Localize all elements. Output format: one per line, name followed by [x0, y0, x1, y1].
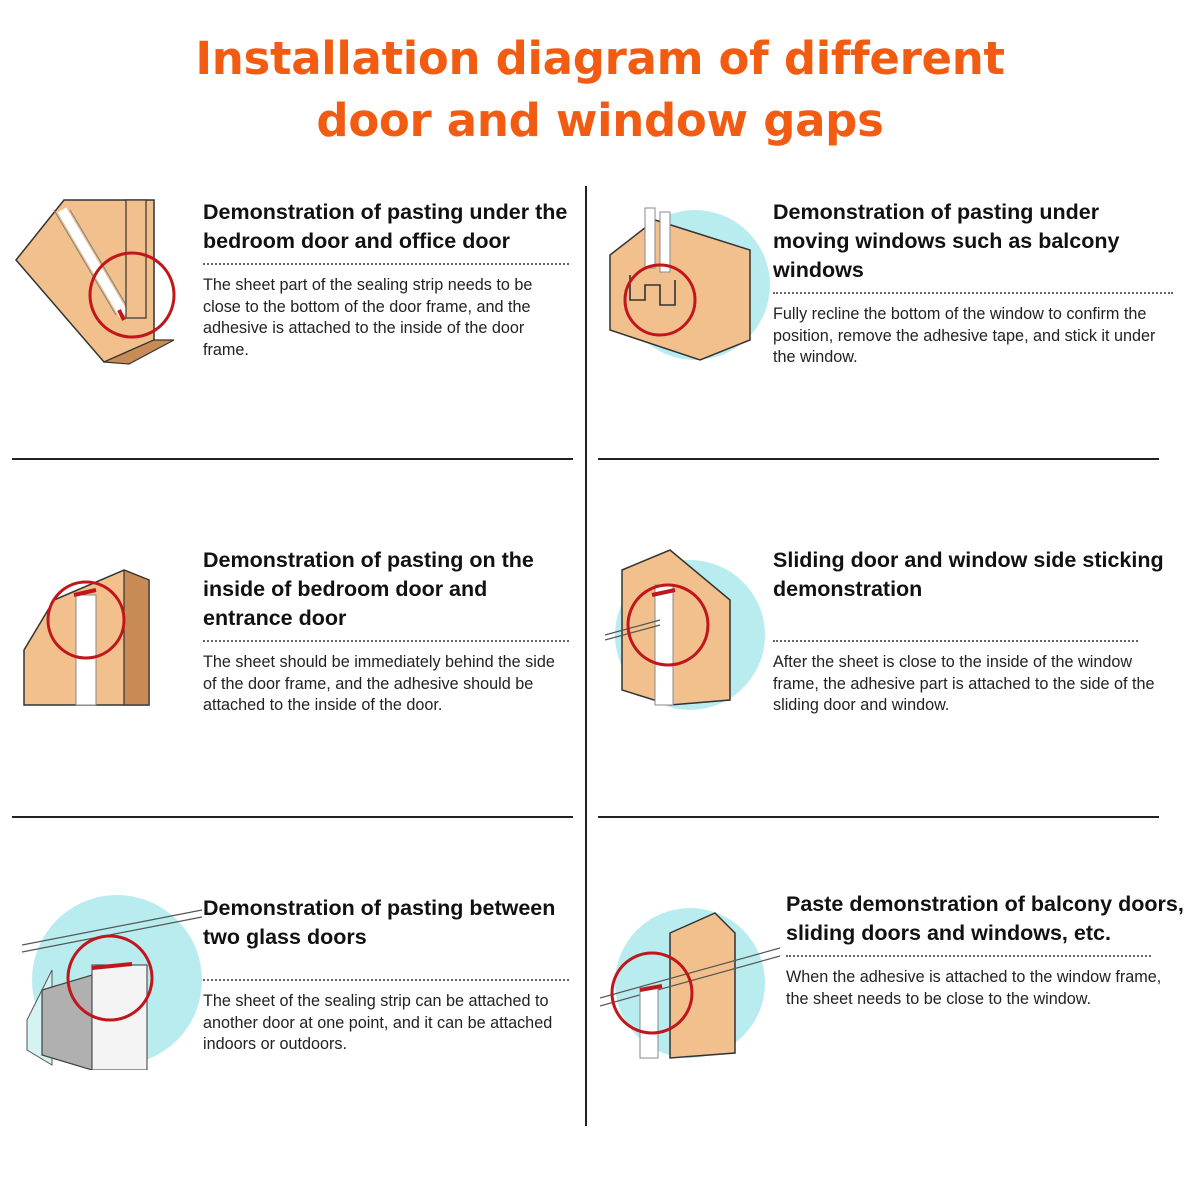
glass-doors-seal-icon [22, 890, 202, 1070]
window-bottom-seal-icon [600, 190, 780, 370]
item-heading: Demonstration of pasting between two glass doors [203, 896, 556, 949]
door-bottom-seal-icon [14, 190, 194, 370]
item-heading: Demonstration of pasting under the bedroom door and office door [203, 200, 568, 253]
item-heading: Demonstration of pasting on the inside of bedroom door and entrance door [203, 548, 534, 630]
item-description: The sheet should be immediately behind the side of the door frame, and the adhesive should be attached to the inside of the door. [203, 653, 555, 715]
row-divider-left-2 [12, 816, 573, 818]
dotted-separator [773, 640, 1138, 642]
item-heading: Paste demonstration of balcony doors, sliding doors and windows, etc. [786, 892, 1184, 945]
dotted-separator [773, 292, 1173, 294]
page-title [0, 28, 1200, 152]
item-description: When the adhesive is attached to the window frame, the sheet needs to be close to the window. [786, 968, 1162, 1008]
item-description: The sheet of the sealing strip can be attached to another door at one point, and it can be attached indoors or outdoors. [203, 992, 553, 1054]
item-heading: Sliding door and window side sticking demonstration [773, 548, 1164, 601]
balcony-door-seal-icon [600, 888, 780, 1068]
vertical-divider [585, 186, 587, 1126]
sliding-side-seal-icon [600, 540, 780, 720]
row-divider-left-1 [12, 458, 573, 460]
item-description: The sheet part of the sealing strip needs to be close to the bottom of the door frame, and the adhesive is attached to the inside of the door frame. [203, 276, 533, 359]
door-side-seal-icon [14, 540, 194, 720]
dotted-separator [786, 955, 1151, 957]
title-line-2: door and window gaps [316, 94, 884, 147]
row-divider-right-2 [598, 816, 1159, 818]
dotted-separator [203, 640, 569, 642]
item-description: After the sheet is close to the inside of the window frame, the adhesive part is attached to the side of the sliding door and window. [773, 653, 1155, 715]
item-description: Fully recline the bottom of the window to confirm the position, remove the adhesive tape, and stick it under the window. [773, 305, 1156, 367]
item-heading: Demonstration of pasting under moving windows such as balcony windows [773, 200, 1120, 282]
row-divider-right-1 [598, 458, 1159, 460]
dotted-separator [203, 263, 569, 265]
title-line-1: Installation diagram of different [195, 32, 1005, 85]
dotted-separator [203, 979, 569, 981]
